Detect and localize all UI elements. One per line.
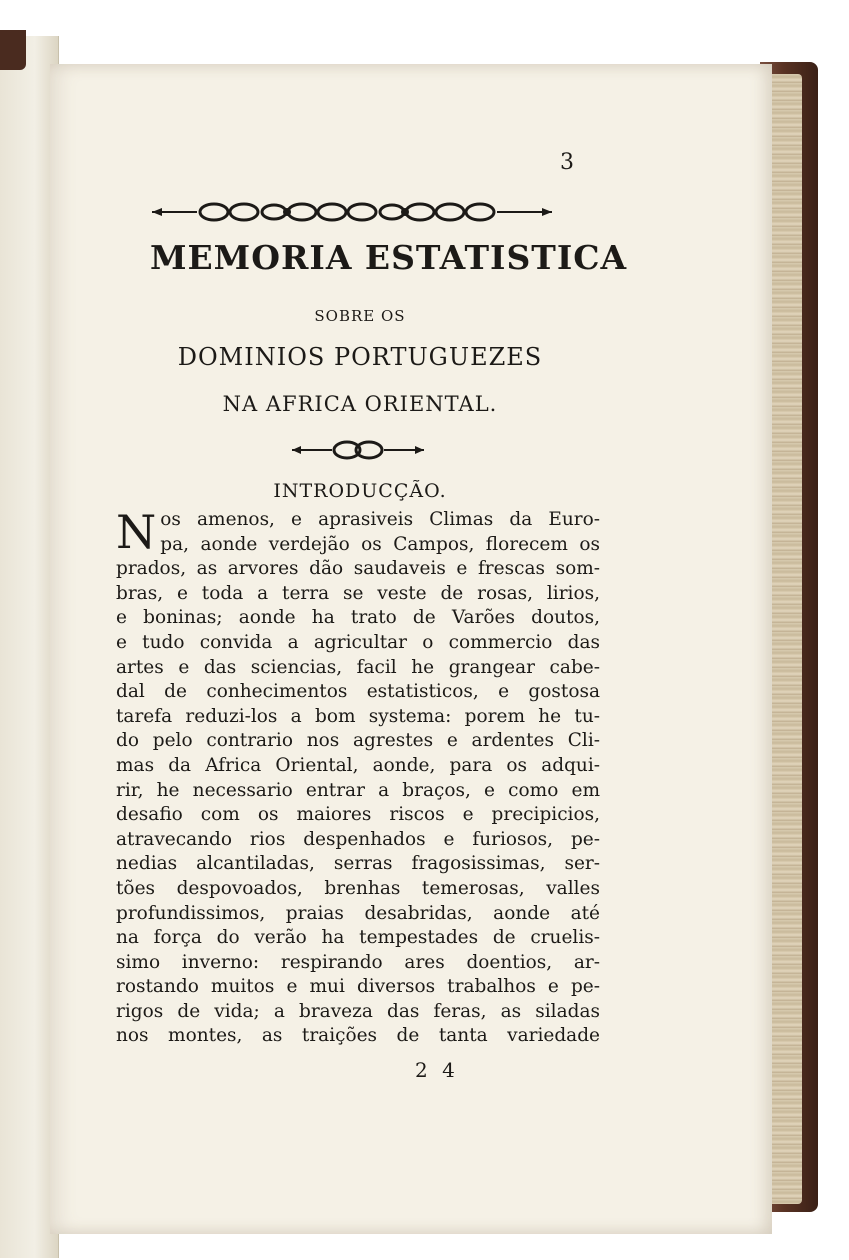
drop-cap: N: [116, 505, 157, 559]
text-line: nos montes, as traições de tanta variedade: [116, 1025, 600, 1047]
text-line: rigos de vida; a braveza das feras, as siladas: [116, 1000, 600, 1022]
body-text: [116, 505, 600, 1049]
text-line: prados, as arvores dão saudaveis e frescas som-: [116, 558, 600, 580]
text-line: os amenos, e aprasiveis Climas da Euro-: [160, 509, 600, 530]
top-ornament-icon: [152, 200, 552, 224]
text-line: rostando muitos e mui diversos trabalhos e pe-: [116, 976, 600, 998]
title-dominios: DOMINIOS PORTUGUEZES: [177, 343, 543, 371]
text-line: artes e das sciencias, facil he grangear cabe-: [116, 656, 600, 678]
subtitle-sobre: SOBRE OS: [314, 307, 406, 325]
text-line: e boninas; aonde ha trato de Varões doutos,: [116, 607, 600, 629]
text-line: dal de conhecimentos estatisticos, e gostosa: [116, 681, 600, 703]
main-title: MEMORIA ESTATISTICA: [150, 238, 628, 277]
middle-ornament-icon: [292, 438, 424, 462]
text-line: rir, he necessario entrar a braços, e como em: [116, 779, 600, 801]
title-africa: NA AFRICA ORIENTAL.: [222, 392, 498, 416]
section-heading: INTRODUCÇÃO.: [273, 480, 447, 502]
text-line: do pelo contrario nos agrestes e ardentes Cli-: [116, 730, 600, 752]
text-line: bras, e toda a terra se veste de rosas, lirios,: [116, 582, 600, 604]
left-cover-corner: [0, 30, 26, 70]
text-line: na força do verão ha tempestades de cruelis-: [116, 927, 600, 949]
signature-mark: 2 4: [415, 1058, 459, 1082]
text-line: e tudo convida a agricultar o commercio das: [116, 631, 600, 653]
text-line: desafio com os maiores riscos e precipicios,: [116, 804, 600, 826]
text-line: profundissimos, praias desabridas, aonde até: [116, 902, 600, 924]
text-line: tões despovoados, brenhas temerosas, valles: [116, 877, 600, 899]
text-line: pa, aonde verdejão os Campos, florecem os: [160, 533, 600, 555]
text-line: mas da Africa Oriental, aonde, para os adqui-: [116, 754, 600, 776]
text-line: simo inverno: respirando ares doentios, ar-: [116, 951, 600, 973]
text-line: atravecando rios despenhados e furiosos, pe-: [116, 828, 600, 850]
text-line: tarefa reduzi-los a bom systema: porem he tu-: [116, 705, 600, 727]
page-number: 3: [560, 150, 574, 175]
text-line: nedias alcantiladas, serras fragosissimas, ser-: [116, 853, 600, 875]
